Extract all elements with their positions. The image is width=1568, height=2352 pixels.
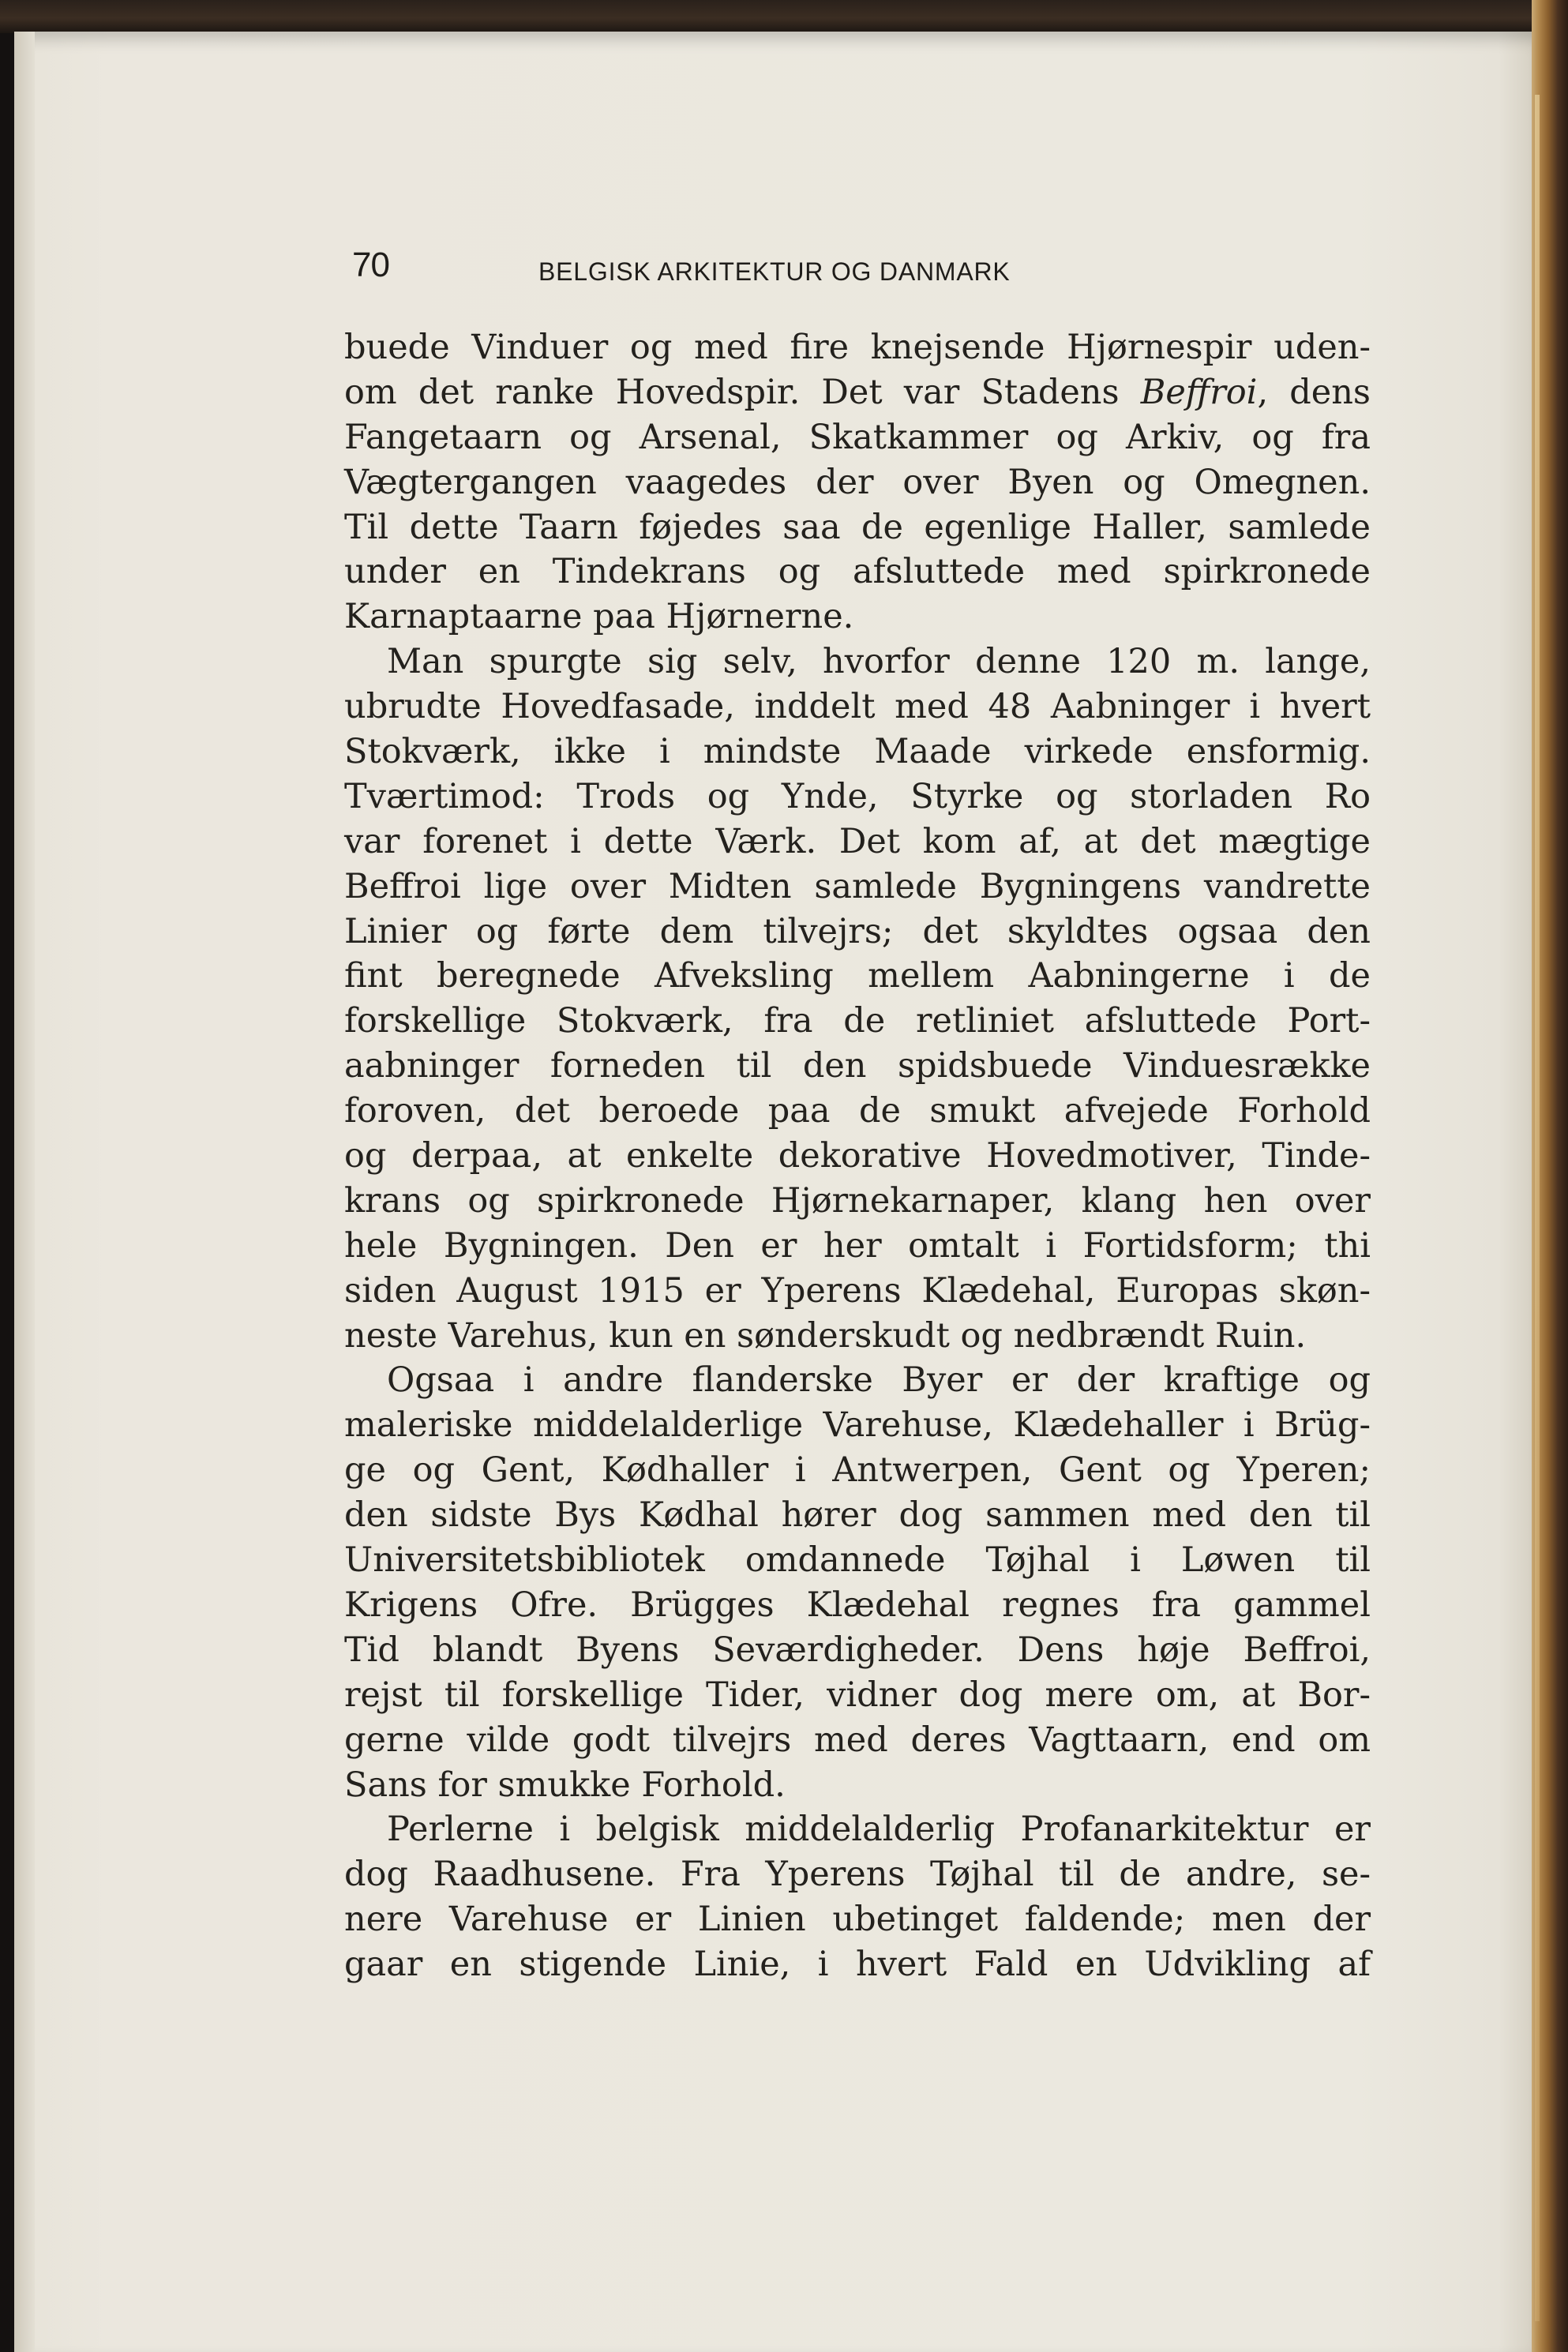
text-line: Tværtimod: Trods og Ynde, Styrke og storladen Ro xyxy=(344,776,1371,816)
text-line: buede Vinduer og med fire knejsende Hjørnespir uden- xyxy=(344,328,1371,367)
italic-term: Beffroi xyxy=(1140,372,1258,412)
body-text xyxy=(344,325,1371,1987)
paragraph-last-line: Sans for smukke Forhold. xyxy=(344,1765,786,1805)
text-line: siden August 1915 er Yperens Klædehal, Europas skøn- xyxy=(344,1270,1371,1311)
text-line: Universitetsbibliotek omdannede Tøjhal i Løwen til xyxy=(344,1540,1371,1581)
text-line: foroven, det beroede paa de smukt afvejede Forhold xyxy=(344,1091,1371,1131)
text-line: krans og spirkronede Hjørnekarnaper, klang hen over xyxy=(344,1180,1371,1221)
text-line: og derpaa, at enkelte dekorative Hovedmotiver, Tinde- xyxy=(344,1136,1371,1176)
page-header xyxy=(352,243,1371,294)
text-line: rejst til forskellige Tider, vidner dog mere om, at Bor- xyxy=(344,1675,1371,1715)
text-line: aabninger forneden til den spidsbuede Vinduesrække xyxy=(344,1046,1371,1086)
text-line: hele Bygningen. Den er her omtalt i Fortidsform; thi xyxy=(344,1225,1371,1266)
paragraph-first-line: Ogsaa i andre flanderske Byer er der kraftige og xyxy=(387,1360,1371,1401)
text-line-with-italic xyxy=(344,370,1371,415)
text-line: gaar en stigende Linie, i hvert Fald en Udvikling af xyxy=(344,1945,1371,1985)
text-line: ge og Gent, Kødhaller i Antwerpen, Gent og Yperen; xyxy=(344,1450,1371,1491)
book-cover-highlight xyxy=(1535,95,1540,2321)
text-line: Stokværk, ikke i mindste Maade virkede ensformig. xyxy=(344,732,1371,772)
text-line: Beffroi lige over Midten samlede Bygningens vandrette xyxy=(344,866,1371,906)
paragraph-last-line: Karnaptaarne paa Hjørnerne. xyxy=(344,597,854,637)
paragraph-last-line: neste Varehus, kun en sønderskudt og nedbrændt Ruin. xyxy=(344,1315,1307,1356)
text-line: fint beregnede Afveksling mellem Aabningerne i de xyxy=(344,956,1371,996)
page-number: 70 xyxy=(352,246,389,284)
text-line: Til dette Taarn føjedes saa de egenlige Haller, samlede xyxy=(344,507,1371,547)
text-line: dog Raadhusene. Fra Yperens Tøjhal til de andre, se- xyxy=(344,1855,1371,1895)
text-line: den sidste Bys Kødhal hører dog sammen med den til xyxy=(344,1495,1371,1536)
text-line-end: , dens xyxy=(1257,372,1371,412)
text-line: var forenet i dette Værk. Det kom af, at det mægtige xyxy=(344,821,1371,861)
running-head: BELGISK ARKITEKTUR OG DANMARK xyxy=(538,257,1011,286)
text-line-start: om det ranke Hovedspir. Det var Stadens xyxy=(344,372,1141,412)
paper-gutter-shadow xyxy=(14,32,35,2352)
text-line: Vægtergangen vaagedes der over Byen og Omegnen. xyxy=(344,462,1371,502)
text-line: forskellige Stokværk, fra de retliniet afsluttede Port- xyxy=(344,1001,1371,1041)
text-line: Linier og førte dem tilvejrs; det skyldtes ogsaa den xyxy=(344,911,1371,951)
paragraph-first-line: Man spurgte sig selv, hvorfor denne 120 m. lange, xyxy=(387,642,1371,682)
text-line: Krigens Ofre. Brügges Klædehal regnes fra gammel xyxy=(344,1585,1371,1625)
text-line: Fangetaarn og Arsenal, Skatkammer og Arkiv, og fra xyxy=(344,417,1371,457)
text-line: Tid blandt Byens Seværdigheder. Dens høje Beffroi, xyxy=(344,1630,1371,1670)
text-line: under en Tindekrans og afsluttede med spirkronede xyxy=(344,552,1371,592)
book-top-edge xyxy=(0,0,1568,33)
text-line: maleriske middelalderlige Varehuse, Klædehaller i Brüg- xyxy=(344,1405,1371,1446)
text-line: ubrudte Hovedfasade, inddelt med 48 Aabninger i hvert xyxy=(344,687,1371,727)
text-line: nere Varehuse er Linien ubetinget faldende; men der xyxy=(344,1900,1371,1940)
paragraph-first-line: Perlerne i belgisk middelalderlig Profanarkitektur er xyxy=(387,1810,1371,1850)
text-line: gerne vilde godt tilvejrs med deres Vagttaarn, end om xyxy=(344,1720,1371,1760)
